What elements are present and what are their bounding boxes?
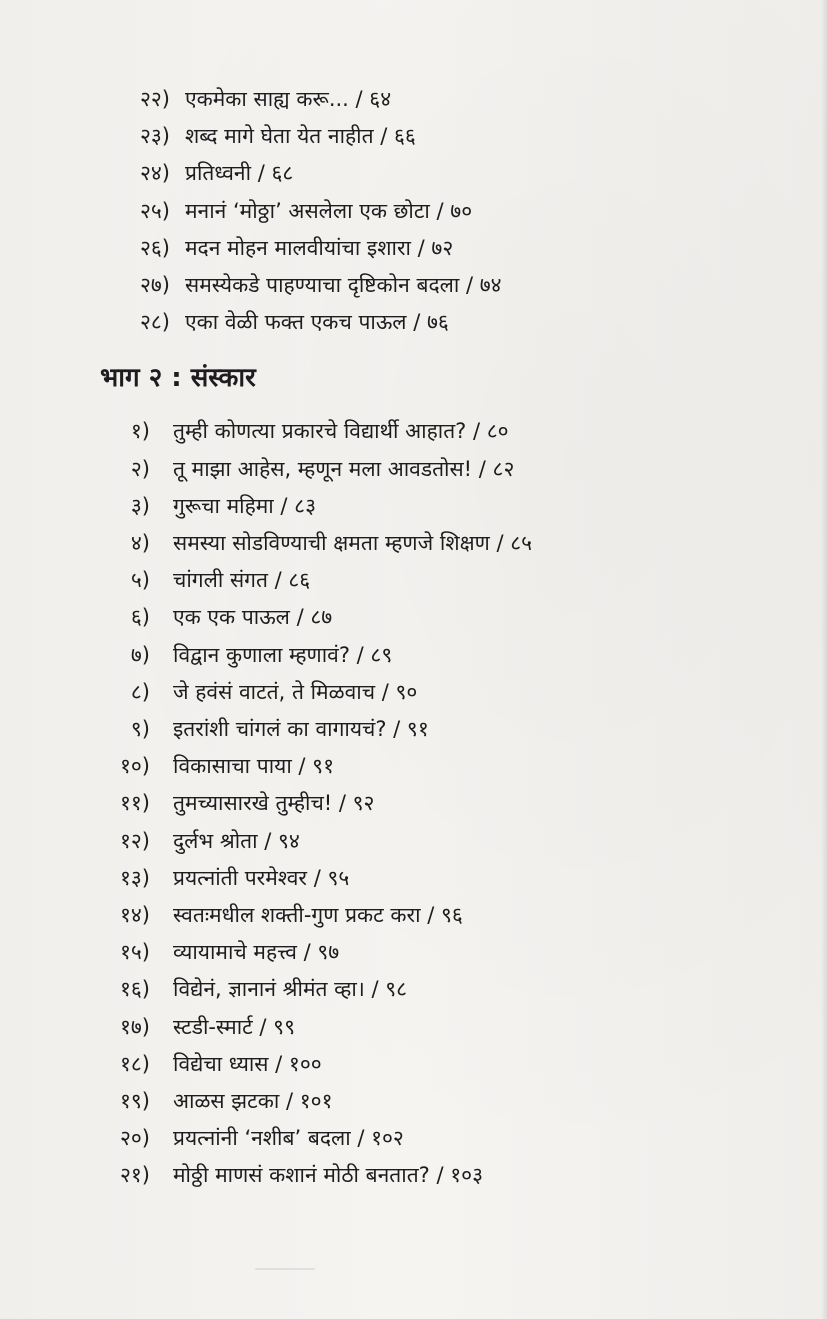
toc-entry-number: १६) [119,977,150,1001]
toc-entry-title: मोठ्ठी माणसं कशानं मोठी बनतात? / १०३ [173,1163,483,1187]
toc-entry-number: १९) [119,1089,150,1113]
toc-entry-title: एका वेळी फक्त एकच पाऊल / ७६ [185,310,449,334]
toc-entry-number: २५) [139,199,170,223]
paper-smudge [255,1268,315,1270]
toc-entry-title: शब्द मागे घेता येत नाहीत / ६६ [185,124,416,148]
toc-entry-title: विकासाचा पाया / ९१ [173,754,335,778]
toc-entry-title: दुर्लभ श्रोता / ९४ [173,829,300,853]
toc-entry-number: २१) [119,1163,150,1187]
toc-entry-title: मनानं ‘मोठ्ठा’ असलेला एक छोटा / ७० [185,199,473,223]
toc-entry-title: स्वतःमधील शक्ती-गुण प्रकट करा / ९६ [173,903,463,927]
toc-entry-title: तुमच्यासारखे तुम्हीच! / ९२ [173,791,375,815]
toc-entry-number: १५) [119,940,150,964]
toc-entry-title: समस्येकडे पाहण्याचा दृष्टिकोन बदला / ७४ [185,273,502,297]
toc-entry-number: ११) [119,791,150,815]
toc-entry-number: २४) [139,161,170,185]
toc-entry-title: चांगली संगत / ८६ [173,568,311,592]
toc-entry-title: समस्या सोडविण्याची क्षमता म्हणजे शिक्षण / ८५ [173,531,533,555]
toc-entry-number: ५) [130,568,150,592]
toc-entry-number: २८) [139,310,170,334]
toc-entry-number: १२) [119,829,150,853]
toc-entry-title: प्रयत्नांती परमेश्वर / ९५ [173,866,350,890]
toc-entry-title: एकमेका साह्य करू... / ६४ [185,87,392,111]
toc-entry-title: मदन मोहन मालवीयांचा इशारा / ७२ [185,236,454,260]
toc-entry-number: १०) [119,754,150,778]
toc-entry-title: प्रतिध्वनी / ६८ [185,161,294,185]
toc-entry-title: आळस झटका / १०१ [173,1089,333,1113]
toc-entry-number: २७) [139,273,170,297]
toc-entry-number: १४) [119,903,150,927]
toc-entry-number: ६) [130,605,150,629]
toc-entry-number: ७) [130,643,150,667]
toc-entry-title: तुम्ही कोणत्या प्रकारचे विद्यार्थी आहात? / ८० [173,419,509,443]
toc-entry-title: एक एक पाऊल / ८७ [173,605,333,629]
toc-entry-title: तू माझा आहेस, म्हणून मला आवडतोस! / ८२ [173,457,515,481]
toc-entry-number: २६) [139,236,170,260]
toc-entry-number: २३) [139,124,170,148]
toc-entry-title: गुरूचा महिमा / ८३ [173,494,316,518]
toc-entry-number: १८) [119,1052,150,1076]
toc-entry-title: जे हवंसं वाटतं, ते मिळवाच / ९० [173,680,418,704]
toc-entry-number: ३) [130,494,150,518]
toc-entry-title: विद्येनं, ज्ञानानं श्रीमंत व्हा। / ९८ [173,977,408,1001]
toc-entry-number: ८) [130,680,150,704]
toc-entry-title: प्रयत्नांनी ‘नशीब’ बदला / १०२ [173,1126,404,1150]
toc-entry-number: २) [130,457,150,481]
toc-entry-title: विद्वान कुणाला म्हणावं? / ८९ [173,643,393,667]
toc-entry-title: विद्येचा ध्यास / १०० [173,1052,322,1076]
toc-entry-title: व्यायामाचे महत्त्व / ९७ [173,940,340,964]
toc-entry-number: २०) [119,1126,150,1150]
toc-entry-number: १७) [119,1015,150,1039]
toc-entry-number: २२) [139,87,170,111]
toc-entry-number: ४) [130,531,150,555]
toc-entry-title: स्टडी-स्मार्ट / ९९ [173,1015,296,1039]
toc-entry-title: इतरांशी चांगलं का वागायचं? / ९१ [173,717,429,741]
toc-entry-number: ९) [130,717,150,741]
toc-entry-number: १) [130,419,150,443]
toc-entry-number: १३) [119,866,150,890]
section-heading-part-2: भाग २ : संस्कार [100,363,256,393]
